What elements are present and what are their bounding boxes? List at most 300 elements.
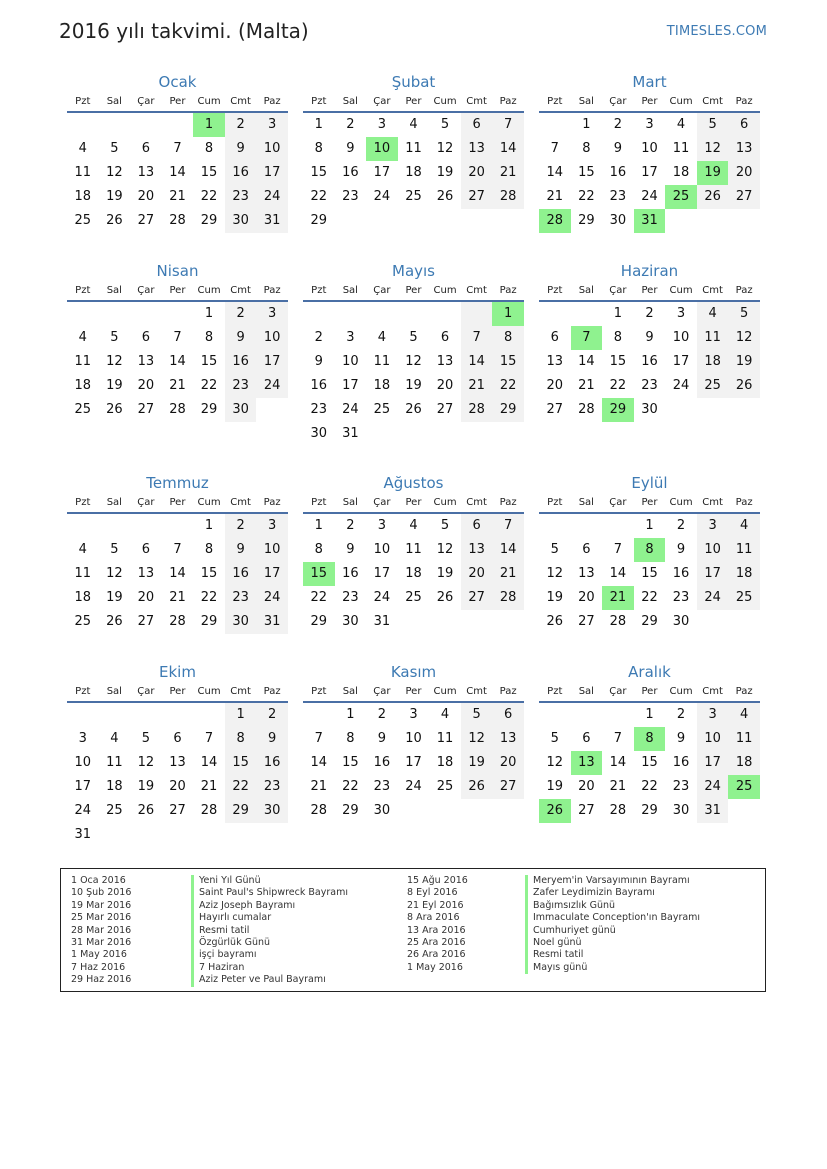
day-cell: 27 [461,185,493,209]
day-cell: 2 [676,518,686,533]
weekday-header: Pzt [539,494,571,514]
legend-holiday-name: 7 Haziran [191,962,348,974]
day-cell: 15 [200,566,218,581]
empty-cell [256,823,288,847]
day-cell: 4 [78,141,87,156]
day-cell: 6 [141,141,151,156]
day-cell: 23 [609,189,627,204]
empty-cell [67,302,99,326]
legend-holiday-name: Cumhuriyet günü [525,925,700,937]
day-cell: 30 [225,610,257,634]
day-cell: 13 [578,566,595,581]
day-cell: 12 [697,137,729,161]
day-cell: 22 [641,590,658,605]
day-cell: 25 [373,402,391,417]
day-cell: 19 [405,378,422,393]
day-cell: 11 [373,354,391,369]
month-11 [303,662,524,823]
empty-cell [728,209,760,233]
legend-holiday-name: Resmi tatil [191,925,348,937]
day-cell: 16 [641,354,658,369]
empty-cell [461,799,493,823]
holiday-day-cell: 19 [697,161,729,185]
legend-holiday-name: Yeni Yıl Günü [191,875,348,887]
day-cell: 19 [546,779,564,794]
day-cell: 23 [225,185,257,209]
day-cell: 30 [609,213,627,228]
empty-cell [162,113,194,137]
legend-date: 8 Eyl 2016 [407,887,458,899]
day-cell: 3 [697,514,729,538]
empty-cell [602,703,634,727]
brand-link[interactable]: TIMESLES.COM [666,24,767,39]
day-cell: 15 [225,751,257,775]
empty-cell [429,209,461,233]
day-cell: 9 [645,330,654,345]
weekday-header: Sal [335,93,367,113]
day-cell: 11 [672,141,690,156]
weekday-header: Per [634,494,666,514]
day-cell: 7 [461,326,493,350]
day-cell: 26 [697,185,729,209]
weekday-header: Cmt [697,683,729,703]
day-cell: 12 [405,354,422,369]
day-cell: 24 [697,586,729,610]
day-cell: 8 [492,326,524,350]
weekday-header: Paz [256,494,288,514]
empty-cell [99,113,131,137]
month-8 [303,473,524,634]
day-cell: 18 [728,562,760,586]
month-days-grid [539,494,760,634]
day-cell: 26 [106,614,123,629]
legend-holiday-name: Özgürlük Günü [191,937,348,949]
day-cell: 15 [578,165,595,180]
day-cell: 4 [697,302,729,326]
day-cell: 18 [373,378,391,393]
day-cell: 14 [609,566,627,581]
day-cell: 29 [200,402,218,417]
empty-cell [461,209,493,233]
day-cell: 5 [110,330,119,345]
day-cell: 30 [672,614,690,629]
day-cell: 27 [436,402,454,417]
day-cell: 28 [169,213,186,228]
legend-date: 25 Ara 2016 [407,936,466,948]
day-cell: 4 [377,330,387,345]
month-days-grid [539,683,760,823]
day-cell: 31 [74,827,92,842]
day-cell: 2 [256,703,288,727]
day-cell: 7 [204,731,214,746]
weekday-header: Sal [99,494,131,514]
empty-cell [429,302,461,326]
holiday-day-cell: 10 [366,137,398,161]
weekday-header: Pzt [67,494,99,514]
day-cell: 21 [492,161,524,185]
legend-date: 26 Ara 2016 [407,949,466,961]
day-cell: 11 [405,141,422,156]
weekday-header: Cmt [461,683,493,703]
month-days-grid [67,494,288,634]
day-cell: 5 [550,542,559,557]
weekday-header: Per [398,683,430,703]
day-cell: 26 [728,374,760,398]
legend-holiday-name: Noel günü [525,937,700,949]
day-cell: 6 [728,113,760,137]
holiday-day-cell: 31 [634,209,666,233]
day-cell: 17 [342,378,359,393]
day-cell: 10 [405,731,422,746]
day-cell: 9 [225,137,257,161]
day-cell: 27 [546,402,564,417]
day-cell: 17 [697,562,729,586]
day-cell: 20 [137,378,155,393]
empty-cell [67,113,99,137]
weekday-header: Çar [130,494,162,514]
month-name: Ekim [159,663,196,681]
day-cell: 20 [728,161,760,185]
day-cell: 25 [405,189,422,204]
day-cell: 27 [461,586,493,610]
day-cell: 5 [440,117,450,132]
month-name: Ocak [158,73,197,91]
day-cell: 26 [405,402,422,417]
day-cell: 20 [169,779,186,794]
legend-date: 28 Mar 2016 [71,924,132,936]
weekday-header: Paz [256,282,288,302]
legend-holiday-name: Hayırlı cumalar [191,912,348,924]
day-cell: 16 [225,350,257,374]
day-cell: 29 [492,398,524,422]
weekday-header: Cmt [697,93,729,113]
day-cell: 13 [461,137,493,161]
day-cell: 30 [373,803,391,818]
empty-cell [225,823,257,847]
day-cell: 10 [74,755,92,770]
day-cell: 27 [578,803,595,818]
day-cell: 10 [342,354,359,369]
month-name: Haziran [620,262,679,280]
day-cell: 6 [550,330,559,345]
weekday-header: Sal [99,683,131,703]
weekday-header: Çar [366,282,398,302]
day-cell: 8 [225,727,257,751]
day-cell: 22 [200,189,218,204]
day-cell: 28 [609,614,627,629]
weekday-header: Çar [130,93,162,113]
day-cell: 22 [200,378,218,393]
day-cell: 25 [74,614,92,629]
day-cell: 10 [373,542,391,557]
weekday-header: Çar [602,683,634,703]
day-cell: 26 [436,189,454,204]
day-cell: 2 [346,117,355,132]
day-cell: 5 [550,731,559,746]
weekday-header: Per [398,93,430,113]
day-cell: 16 [342,165,359,180]
month-name: Şubat [391,73,436,91]
day-cell: 2 [676,707,686,722]
day-cell: 24 [256,586,288,610]
day-cell: 17 [256,562,288,586]
day-cell: 8 [314,542,323,557]
day-cell: 28 [169,402,186,417]
day-cell: 24 [256,374,288,398]
weekday-header: Pzt [539,282,571,302]
holiday-day-cell: 26 [539,799,571,823]
day-cell: 30 [310,426,328,441]
legend-date: 25 Mar 2016 [71,912,132,924]
weekday-header: Paz [492,683,524,703]
empty-cell [162,302,194,326]
holiday-day-cell: 28 [539,209,571,233]
day-cell: 26 [137,803,155,818]
month-5 [303,261,524,446]
legend-date: 7 Haz 2016 [71,961,126,973]
day-cell: 2 [225,514,257,538]
day-cell: 18 [106,779,123,794]
day-cell: 2 [225,113,257,137]
legend-date: 13 Ara 2016 [407,924,466,936]
empty-cell [492,799,524,823]
day-cell: 12 [106,566,123,581]
day-cell: 9 [314,354,323,369]
weekday-header: Çar [130,282,162,302]
day-cell: 22 [200,590,218,605]
empty-cell [162,823,194,847]
legend-holiday-name: Zafer Leydimizin Bayramı [525,887,700,899]
day-cell: 20 [578,779,595,794]
day-cell: 20 [546,378,564,393]
day-cell: 6 [440,330,450,345]
day-cell: 29 [200,213,218,228]
day-cell: 11 [405,542,422,557]
day-cell: 7 [314,731,323,746]
day-cell: 6 [141,330,151,345]
weekday-header: Pzt [303,93,335,113]
day-cell: 6 [141,542,151,557]
weekday-header: Paz [256,683,288,703]
day-cell: 23 [342,189,359,204]
weekday-header: Paz [728,494,760,514]
day-cell: 19 [106,378,123,393]
day-cell: 10 [672,330,690,345]
weekday-header: Per [634,282,666,302]
day-cell: 20 [137,590,155,605]
weekday-header: Paz [492,93,524,113]
weekday-header: Paz [492,282,524,302]
day-cell: 5 [409,330,418,345]
day-cell: 31 [256,209,288,233]
day-cell: 30 [672,803,690,818]
day-cell: 22 [342,779,359,794]
legend-holiday-name: Immaculate Conception'ın Bayramı [525,912,700,924]
day-cell: 22 [310,590,328,605]
day-cell: 11 [106,755,123,770]
empty-cell [130,514,162,538]
weekday-header: Cum [193,282,225,302]
legend-dates-right [407,875,468,974]
day-cell: 4 [728,514,760,538]
day-cell: 16 [373,755,391,770]
day-cell: 8 [204,542,214,557]
day-cell: 20 [492,751,524,775]
month-1 [67,72,288,233]
day-cell: 22 [492,374,524,398]
day-cell: 27 [137,213,155,228]
day-cell: 31 [697,799,729,823]
day-cell: 29 [641,614,658,629]
weekday-header: Paz [492,494,524,514]
day-cell: 18 [74,378,92,393]
day-cell: 12 [436,542,454,557]
day-cell: 13 [492,727,524,751]
legend-names-right [525,875,700,974]
day-cell: 5 [728,302,760,326]
weekday-header: Paz [728,282,760,302]
holiday-day-cell: 25 [728,775,760,799]
day-cell: 8 [346,731,355,746]
day-cell: 22 [225,775,257,799]
empty-cell [492,209,524,233]
day-cell: 3 [256,514,288,538]
day-cell: 19 [728,350,760,374]
empty-cell [366,302,398,326]
legend-holiday-name: Aziz Peter ve Paul Bayramı [191,974,348,986]
empty-cell [256,398,288,422]
day-cell: 10 [697,727,729,751]
day-cell: 6 [582,731,591,746]
day-cell: 24 [672,378,690,393]
weekday-header: Paz [728,683,760,703]
legend-date: 19 Mar 2016 [71,899,132,911]
legend-names-left [191,875,348,987]
weekday-header: Per [634,93,666,113]
month-9 [539,473,760,634]
day-cell: 14 [310,755,328,770]
day-cell: 27 [578,614,595,629]
empty-cell [335,209,367,233]
day-cell: 20 [137,189,155,204]
day-cell: 9 [613,141,623,156]
weekday-header: Çar [366,494,398,514]
day-cell: 9 [225,326,257,350]
day-cell: 18 [405,566,422,581]
empty-cell [602,514,634,538]
empty-cell [193,823,225,847]
day-cell: 14 [461,350,493,374]
empty-cell [728,610,760,634]
day-cell: 9 [346,542,355,557]
day-cell: 28 [461,398,493,422]
day-cell: 6 [461,514,493,538]
legend-holiday-name: Meryem'in Varsayımının Bayramı [525,875,700,887]
day-cell: 5 [697,113,729,137]
day-cell: 22 [578,189,595,204]
empty-cell [728,398,760,422]
empty-cell [398,302,430,326]
legend-holiday-name: Bağımsızlık Günü [525,900,700,912]
day-cell: 11 [728,538,760,562]
day-cell: 30 [342,614,359,629]
weekday-header: Pzt [67,683,99,703]
day-cell: 26 [546,614,564,629]
day-cell: 12 [728,326,760,350]
day-cell: 8 [314,141,323,156]
weekday-header: Cum [193,683,225,703]
day-cell: 4 [676,117,686,132]
day-cell: 7 [492,514,524,538]
day-cell: 23 [342,590,359,605]
day-cell: 18 [697,350,729,374]
weekday-header: Sal [571,282,603,302]
month-name: Mart [632,73,667,91]
empty-cell [539,703,571,727]
weekday-header: Pzt [67,282,99,302]
weekday-header: Cum [665,282,697,302]
empty-cell [571,514,603,538]
weekday-header: Sal [571,93,603,113]
day-cell: 21 [609,779,627,794]
day-cell: 16 [672,755,690,770]
empty-cell [461,610,493,634]
day-cell: 29 [578,213,595,228]
empty-cell [99,514,131,538]
day-cell: 3 [697,703,729,727]
day-cell: 13 [137,354,155,369]
day-cell: 27 [492,775,524,799]
day-cell: 7 [613,542,623,557]
weekday-header: Cmt [225,93,257,113]
empty-cell [99,302,131,326]
day-cell: 19 [461,751,493,775]
month-name: Nisan [156,262,199,280]
legend-date: 10 Şub 2016 [71,887,132,899]
day-cell: 23 [672,779,690,794]
day-cell: 8 [582,141,591,156]
holiday-day-cell: 7 [571,326,603,350]
day-cell: 13 [436,354,454,369]
day-cell: 16 [225,161,257,185]
day-cell: 28 [492,185,524,209]
empty-cell [665,209,697,233]
day-cell: 1 [225,703,257,727]
day-cell: 15 [200,354,218,369]
day-cell: 1 [613,306,623,321]
day-cell: 25 [106,803,123,818]
month-days-grid [67,683,288,847]
day-cell: 1 [204,306,214,321]
month-name: Eylül [631,474,668,492]
day-cell: 23 [256,775,288,799]
day-cell: 25 [405,590,422,605]
empty-cell [67,514,99,538]
day-cell: 13 [728,137,760,161]
day-cell: 11 [74,566,92,581]
day-cell: 18 [74,189,92,204]
weekday-header: Çar [602,494,634,514]
day-cell: 21 [578,378,595,393]
day-cell: 9 [256,727,288,751]
empty-cell [303,302,335,326]
day-cell: 12 [546,755,564,770]
day-cell: 11 [74,165,92,180]
day-cell: 23 [373,779,391,794]
month-4 [67,261,288,422]
weekday-header: Cum [665,93,697,113]
day-cell: 21 [169,590,186,605]
